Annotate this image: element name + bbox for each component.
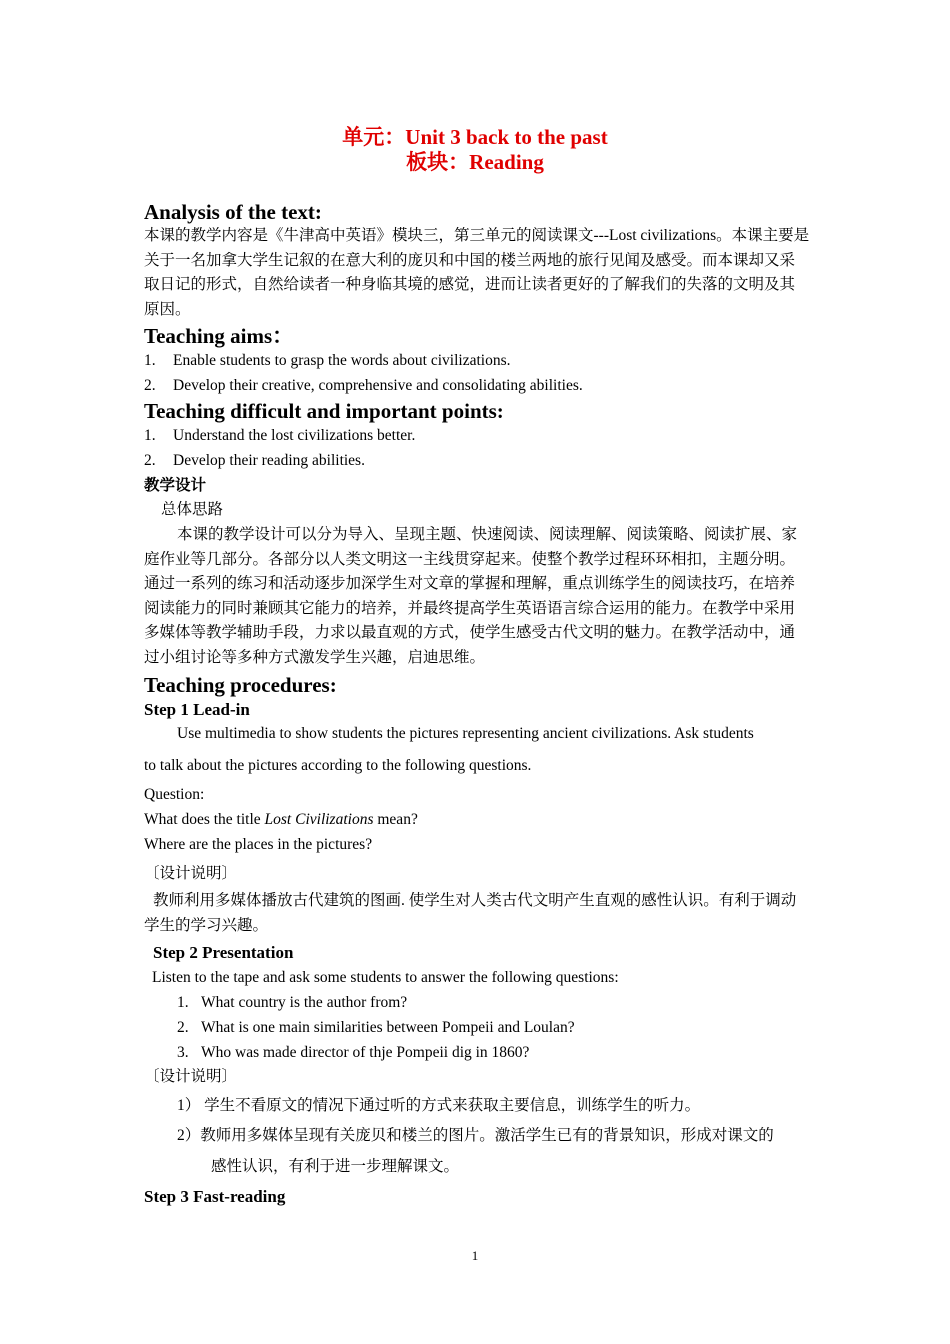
question-item	[144, 809, 418, 831]
aims-item	[144, 375, 583, 397]
step2-question-number: 1.	[177, 994, 189, 1011]
step2-intro: Listen to the tape and ask some students to answer the following questions:	[152, 969, 619, 986]
aims-item-number: 1.	[144, 352, 156, 369]
step2-question-number: 2.	[177, 1019, 189, 1036]
step2-question-number: 3.	[177, 1044, 189, 1061]
step2-question-text: What country is the author from?	[201, 994, 408, 1011]
step2-question-text: What is one main similarities between Pompeii and Loulan?	[201, 1019, 575, 1036]
question-text-end: mean?	[373, 811, 418, 828]
step1-text-line2: to talk about the pictures according to the following questions.	[144, 757, 532, 774]
design-note-body: 教师利用多媒体播放古代建筑的图画. 使学生对人类古代文明产生直观的感性认识。有利于调动学生的学习兴趣。	[144, 892, 797, 934]
page-number: 1	[471, 1248, 479, 1263]
step2-question	[177, 1017, 575, 1039]
design-note-item-continued: 感性认识，有利于进一步理解课文。	[211, 1158, 460, 1175]
design-note-item: 2）教师用多媒体呈现有关庞贝和楼兰的图片。激活学生已有的背景知识，形成对课文的	[177, 1127, 774, 1144]
question-text-italic: Lost Civilizations	[264, 811, 374, 828]
aims-item-text: Enable students to grasp the words about civilizations.	[173, 352, 511, 369]
aims-item	[144, 350, 511, 372]
points-item	[144, 450, 365, 472]
step2-heading: Step 2 Presentation	[153, 943, 294, 962]
step3-heading: Step 3 Fast-reading	[144, 1187, 286, 1206]
design-note-label: 〔设计说明〕	[144, 1068, 238, 1085]
points-heading: Teaching difficult and important points:	[144, 399, 504, 423]
unit-title: 单元：Unit 3 back to the past	[342, 125, 608, 149]
points-item	[144, 425, 415, 447]
step2-question	[177, 992, 407, 1014]
step2-question-text: Who was made director of thje Pompeii dig in 1860?	[201, 1044, 530, 1061]
design-subheading: 总体思路	[161, 501, 224, 518]
step2-question	[177, 1042, 529, 1064]
design-body: 本课的教学设计可以分为导入、呈现主题、快速阅读、阅读理解、阅读策略、阅读扩展、家庭作业等几部分。各部分以人类文明这一主线贯穿起来。使整个教学过程环环相扣，主题分明。通过一系列的练习和活动逐步加深学生对文章的掌握和理解，重点训练学生的阅读技巧，在培养阅读能力的同时兼顾其它能力的培养，并最终提高学生英语语言综合运用的能力。在教学中采用多媒体等教学辅助手段，力求以最直观的方式，使学生感受古代文明的魅力。在教学活动中，通过小组讨论等多种方式激发学生兴趣，启迪思维。	[144, 526, 798, 666]
module-title: 板块：Reading	[406, 150, 544, 174]
analysis-heading: Analysis of the text:	[144, 200, 322, 224]
aims-heading: Teaching aims：	[144, 324, 294, 348]
points-item-text: Develop their reading abilities.	[173, 452, 365, 469]
procedures-heading: Teaching procedures:	[144, 673, 337, 697]
step1-heading: Step 1 Lead-in	[144, 700, 250, 719]
points-item-number: 2.	[144, 452, 156, 469]
analysis-body: 本课的教学内容是《牛津高中英语》模块三，第三单元的阅读课文---Lost civilizations。本课主要是关于一名加拿大学生记叙的在意大利的庞贝和中国的楼兰两地的旅行见闻及感受。而本课却又采取日记的形式，自然给读者一种身临其境的感觉，进而让读者更好的了解我们的失落的文明及其原因。	[144, 227, 810, 318]
points-item-number: 1.	[144, 427, 156, 444]
design-note-label: 〔设计说明〕	[144, 865, 238, 882]
points-item-text: Understand the lost civilizations better.	[173, 427, 416, 444]
design-note-item: 1） 学生不看原文的情况下通过听的方式来获取主要信息，训练学生的听力。	[177, 1097, 701, 1114]
aims-item-number: 2.	[144, 377, 156, 394]
question-item: Where are the places in the pictures?	[144, 836, 373, 853]
question-label: Question:	[144, 786, 205, 803]
step1-text-line1: Use multimedia to show students the pictures representing ancient civilizations. Ask students	[177, 725, 754, 742]
question-text-start: What does the title	[144, 811, 265, 828]
design-heading: 教学设计	[144, 477, 207, 494]
aims-item-text: Develop their creative, comprehensive and consolidating abilities.	[173, 377, 583, 394]
